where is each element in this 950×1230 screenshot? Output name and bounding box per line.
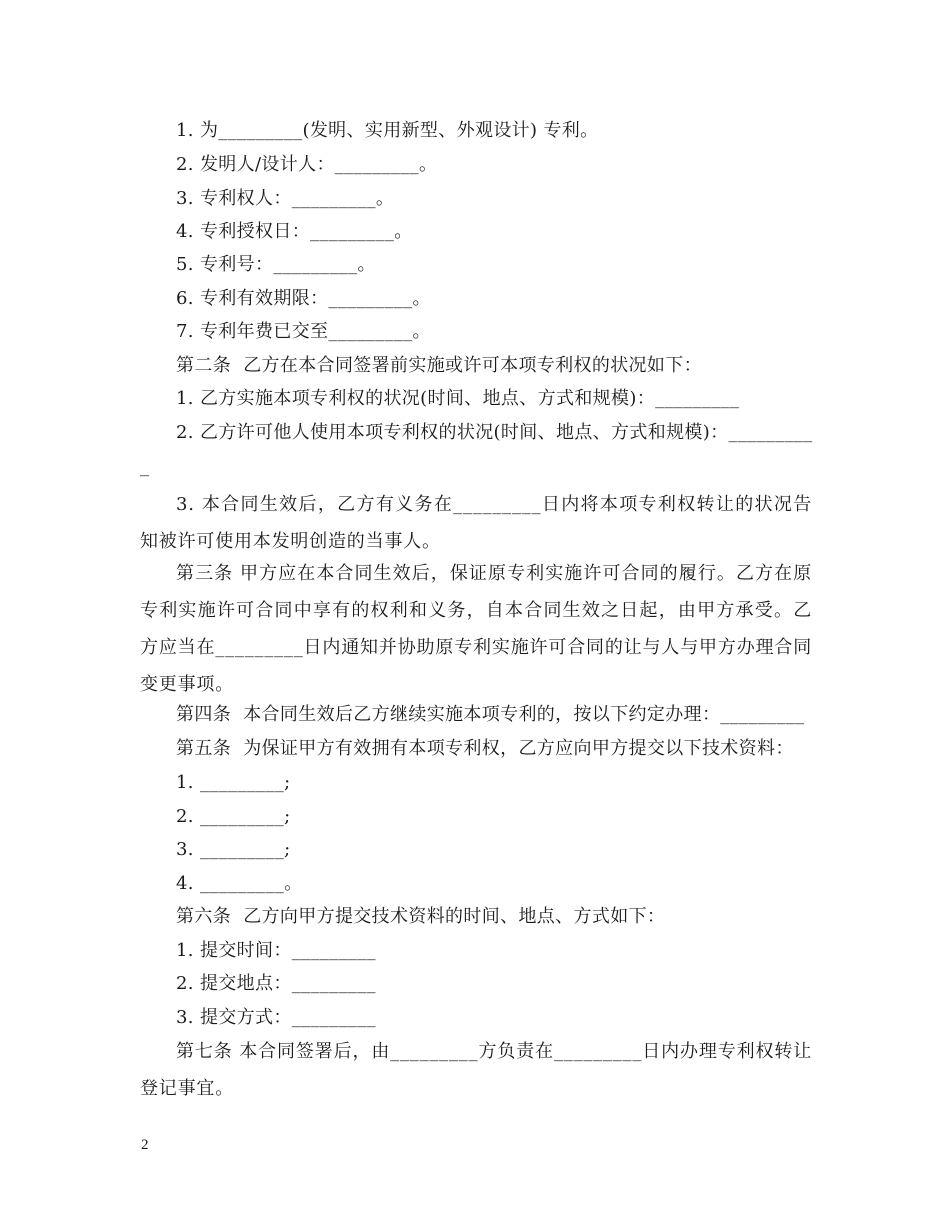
inventor-line: 2. 发明人/设计人：_________。 — [176, 154, 438, 175]
article-2-item-3: 3. 本合同生效后，乙方有义务在_________日内将本项专利权转让的状况告知被许可使用本发明创造的当事人。 — [140, 494, 812, 552]
article-3-paragraph: 第三条 甲方应在本合同生效后，保证原专利实施许可合同的履行。乙方在原专利实施许可合同中享有的权利和义务，自本合同生效之日起，由甲方承受。乙方应当在_________日内通知并协助原专利实施许可合同的让与人与甲方办理合同变更事项。 — [140, 563, 812, 695]
article-2-item-2-wrap: _ — [140, 456, 150, 477]
patent-number-line: 5. 专利号：_________。 — [176, 254, 376, 275]
grant-date-line: 4. 专利授权日：_________。 — [176, 221, 413, 242]
article-5-item-2: 2. _________; — [176, 806, 291, 827]
article-6-item-3: 3. 提交方式：_________ — [176, 1007, 376, 1028]
page-number: 2 — [141, 1137, 149, 1153]
article-6-heading: 第六条 乙方向甲方提交技术资料的时间、地点、方式如下： — [176, 906, 666, 927]
article-2-item-2: 2. 乙方许可他人使用本项专利权的状况(时间、地点、方式和规模)：_________ — [176, 422, 813, 443]
article-7-paragraph: 第七条 本合同签署后，由_________方负责在_________日内办理专利权转让登记事宜。 — [140, 1041, 812, 1099]
annual-fee-line: 7. 专利年费已交至_________。 — [176, 321, 431, 342]
article-6-item-2: 2. 提交地点：_________ — [176, 973, 376, 994]
article-2-item-1: 1. 乙方实施本项专利权的状况(时间、地点、方式和规模)：_________ — [176, 388, 740, 409]
article-5-item-4: 4. _________。 — [176, 873, 303, 894]
article-6-item-1: 1. 提交时间：_________ — [176, 940, 376, 961]
article-5-item-3: 3. _________; — [176, 839, 291, 860]
article-5-item-1: 1. _________; — [176, 772, 291, 793]
patentee-line: 3. 专利权人：_________。 — [176, 188, 395, 209]
article-4-line: 第四条 本合同生效后乙方继续实施本项专利的，按以下约定办理：_________ — [176, 704, 805, 725]
article-2-heading: 第二条 乙方在本合同签署前实施或许可本项专利权的状况如下： — [176, 355, 702, 376]
validity-period-line: 6. 专利有效期限：_________。 — [176, 288, 431, 309]
article-5-heading: 第五条 为保证甲方有效拥有本项专利权，乙方应向甲方提交以下技术资料： — [176, 738, 794, 759]
patent-type-line: 1. 为_________(发明、实用新型、外观设计) 专利。 — [176, 120, 599, 141]
